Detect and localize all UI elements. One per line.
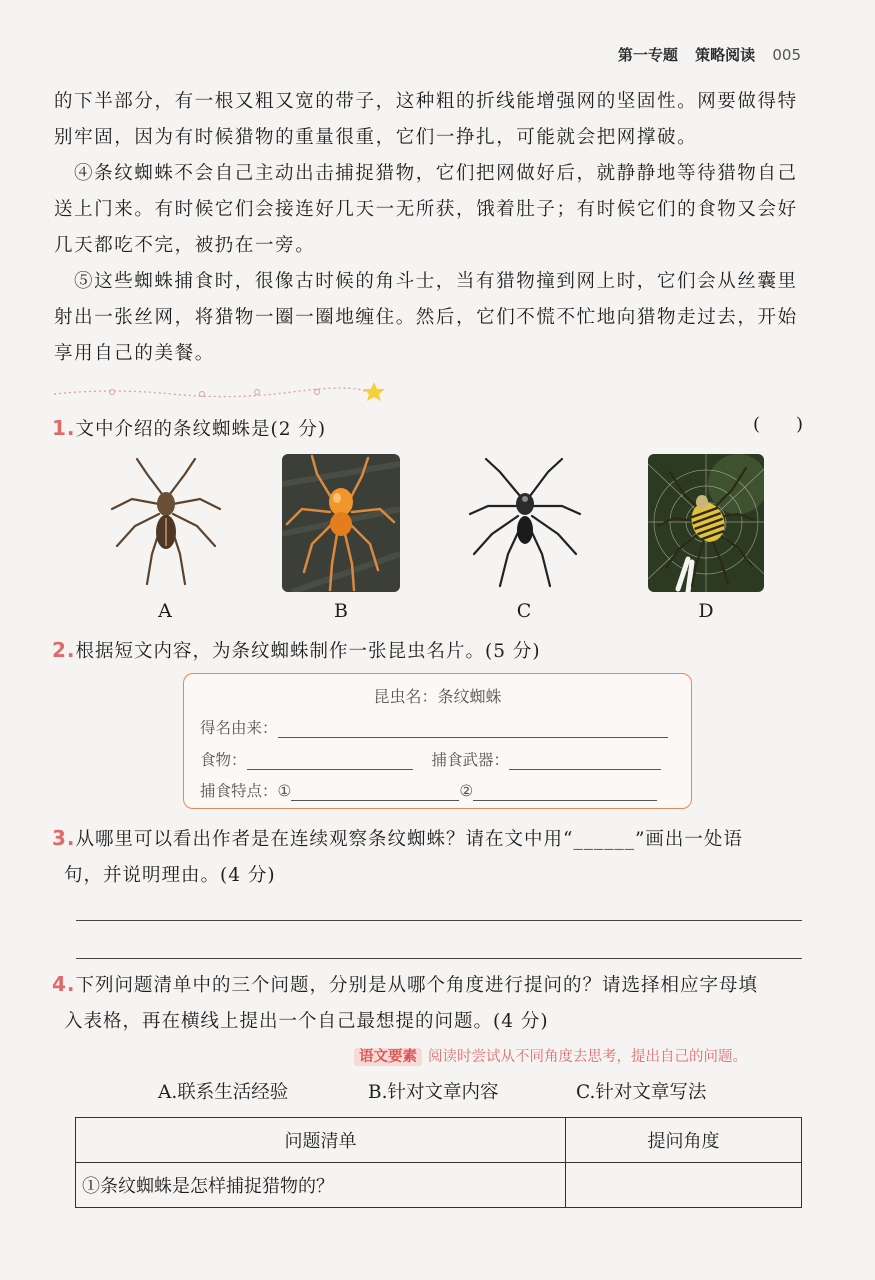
page-header [606, 44, 801, 65]
insect-name-card [183, 673, 692, 809]
question-4-number: 4. [52, 972, 76, 996]
food-label: 食物： [200, 751, 247, 769]
q3-answer-line-2[interactable] [76, 958, 802, 959]
option-a-text: A.联系生活经验 [158, 1082, 289, 1103]
question-list-table [75, 1117, 802, 1208]
option-label-c: C [516, 600, 532, 622]
tip-text: 阅读时尝试从不同角度去思考，提出自己的问题。 [428, 1049, 747, 1065]
trait-marker-1: ① [277, 782, 292, 800]
origin-answer-line[interactable] [278, 719, 668, 738]
origin-label: 得名由来： [200, 719, 278, 737]
question-3-text-line-2: 句，并说明理由。(4 分) [64, 865, 276, 886]
card-origin-row [200, 716, 668, 738]
table-header-row [76, 1118, 802, 1163]
question-2-text: 根据短文内容，为条纹蜘蛛制作一张昆虫名片。(5 分) [75, 641, 541, 662]
question-4 [52, 966, 804, 1040]
question-3-text-line-1: 从哪里可以看出作者是在连续观察条纹蜘蛛？请在文中用“______”画出一处语 [75, 829, 743, 850]
trait-answer-line-1[interactable] [291, 782, 459, 801]
spider-image-a [107, 454, 225, 592]
question-2 [52, 632, 804, 670]
option-label-b: B [334, 600, 348, 622]
option-label-d: D [698, 600, 714, 622]
language-element-tip [354, 1045, 747, 1066]
question-1 [52, 410, 804, 448]
question-2-number: 2. [52, 638, 76, 662]
question-4-text-line-2: 入表格，再在横线上提出一个自己最想提的问题。(4 分) [64, 1011, 549, 1032]
star-icon [363, 382, 385, 401]
trait-label: 捕食特点： [200, 782, 278, 800]
option-label-a: A [158, 600, 172, 622]
topic-title: 策略阅读 [695, 46, 756, 64]
question-4-text-line-1: 下列问题清单中的三个问题，分别是从哪个角度进行提问的？请选择相应字母填 [75, 975, 759, 996]
question-1-number: 1. [52, 416, 76, 440]
option-c-text: C.针对文章写法 [576, 1082, 707, 1103]
answer-parentheses[interactable]: ( ) [752, 414, 803, 435]
weapon-answer-line[interactable] [509, 751, 661, 770]
column-header-questions: 问题清单 [76, 1118, 566, 1163]
section-title: 第一专题 [617, 46, 678, 64]
question-3 [52, 820, 804, 894]
spider-image-d [648, 454, 764, 592]
card-food-row [200, 748, 661, 770]
tip-badge: 语文要素 [354, 1048, 422, 1066]
decorative-divider [52, 380, 392, 404]
passage-paragraph-5: ⑤这些蜘蛛捕食时，很像古时候的角斗士，当有猎物撞到网上时，它们会从丝囊里射出一张丝网，将猎物一圈一圈地缠住。然后，它们不慌不忙地向猎物走过去，开始享用自己的美餐。 [54, 271, 798, 364]
food-answer-line[interactable] [247, 751, 413, 770]
spider-image-c [466, 454, 584, 592]
angle-answer-cell[interactable] [566, 1163, 802, 1208]
q3-answer-line-1[interactable] [76, 920, 802, 921]
option-b-text: B.针对文章内容 [368, 1082, 499, 1103]
trait-marker-2: ② [459, 782, 474, 800]
question-1-text: 文中介绍的条纹蜘蛛是(2 分) [75, 419, 327, 440]
question-cell: ①条纹蜘蛛是怎样捕捉猎物的？ [76, 1163, 566, 1208]
page-number: 005 [772, 46, 801, 64]
trait-answer-line-2[interactable] [473, 782, 657, 801]
card-trait-row [200, 779, 657, 801]
passage-paragraph-3-end: 的下半部分，有一根又粗又宽的带子，这种粗的折线能增强网的坚固性。网要做得特别牢固，因为有时候猎物的重量很重，它们一挣扎，可能就会把网撑破。 [54, 91, 798, 148]
table-row [76, 1163, 802, 1208]
spider-image-b [282, 454, 400, 592]
question-3-number: 3. [52, 826, 76, 850]
weapon-label: 捕食武器： [431, 751, 509, 769]
column-header-angle: 提问角度 [566, 1118, 802, 1163]
passage-paragraph-4: ④条纹蜘蛛不会自己主动出击捕捉猎物，它们把网做好后，就静静地等待猎物自己送上门来。有时候它们会接连好几天一无所获，饿着肚子；有时候它们的食物又会好几天都吃不完，被扔在一旁。 [54, 163, 798, 256]
card-title: 昆虫名：条纹蜘蛛 [373, 687, 502, 706]
